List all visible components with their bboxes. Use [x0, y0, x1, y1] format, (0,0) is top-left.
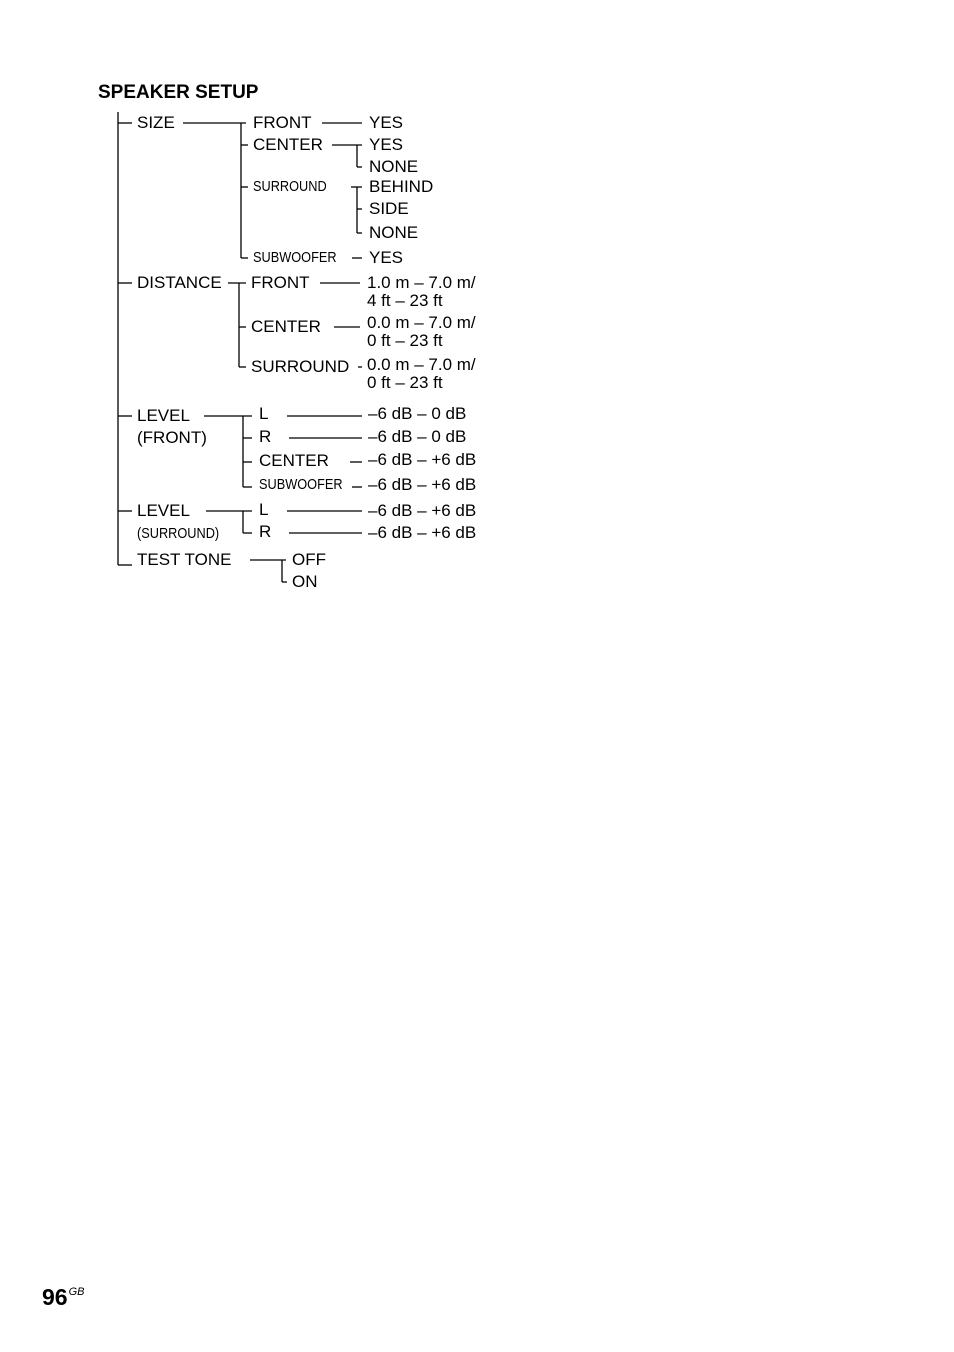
distance-front-range-imperial: 4 ft – 23 ft	[367, 291, 443, 310]
size-center-yes: YES	[369, 135, 404, 154]
size-center-none: NONE	[369, 157, 419, 176]
distance-front-label: FRONT	[251, 273, 310, 292]
size-front-yes: YES	[369, 113, 404, 132]
test-tone-label: TEST TONE	[137, 550, 232, 569]
size-center-label: CENTER	[253, 135, 323, 154]
level-surround-r-label: R	[259, 522, 272, 541]
level-front-r-range: –6 dB – 0 dB	[368, 427, 467, 446]
level-front-l-range: –6 dB – 0 dB	[368, 404, 467, 423]
test-tone-on: ON	[292, 572, 318, 591]
level-front-l-label: L	[259, 404, 269, 423]
size-surround-label: SURROUND	[253, 178, 327, 195]
size-subwoofer-label: SUBWOOFER	[253, 249, 337, 266]
page-number-value: 96	[42, 1284, 68, 1310]
distance-surround-range-metric: 0.0 m – 7.0 m/	[367, 355, 476, 374]
level-front-subwoofer-range: –6 dB – +6 dB	[368, 475, 477, 494]
test-tone-off: OFF	[292, 550, 326, 569]
distance-surround-range-imperial: 0 ft – 23 ft	[367, 373, 443, 392]
level-front-center-label: CENTER	[259, 451, 329, 470]
distance-center-range-metric: 0.0 m – 7.0 m/	[367, 313, 476, 332]
level-front-label: LEVEL	[137, 406, 190, 425]
level-surround-r-range: –6 dB – +6 dB	[368, 523, 477, 542]
size-surround-behind: BEHIND	[369, 177, 434, 196]
level-front-center-range: –6 dB – +6 dB	[368, 450, 477, 469]
page-number-suffix: GB	[68, 1286, 85, 1298]
level-surround-l-range: –6 dB – +6 dB	[368, 501, 477, 520]
distance-front-range-metric: 1.0 m – 7.0 m/	[367, 273, 476, 292]
level-surround-l-label: L	[259, 500, 269, 519]
page-number	[42, 1284, 85, 1311]
distance-surround-label: SURROUND	[251, 357, 350, 376]
distance-center-range-imperial: 0 ft – 23 ft	[367, 331, 443, 350]
distance-center-label: CENTER	[251, 317, 321, 336]
level-front-subwoofer-label: SUBWOOFER	[259, 476, 343, 493]
level-front-sublabel: (FRONT)	[137, 428, 207, 447]
size-surround-none: NONE	[369, 223, 419, 242]
level-surround-label: LEVEL	[137, 501, 190, 520]
size-subwoofer-yes: YES	[369, 248, 404, 267]
level-front-r-label: R	[259, 427, 272, 446]
level-surround-sublabel: (SURROUND)	[137, 525, 220, 542]
size-surround-side: SIDE	[369, 199, 409, 218]
size-front-label: FRONT	[253, 113, 312, 132]
size-label: SIZE	[137, 113, 175, 132]
distance-label: DISTANCE	[137, 273, 222, 292]
diagram-title: SPEAKER SETUP	[98, 82, 259, 103]
